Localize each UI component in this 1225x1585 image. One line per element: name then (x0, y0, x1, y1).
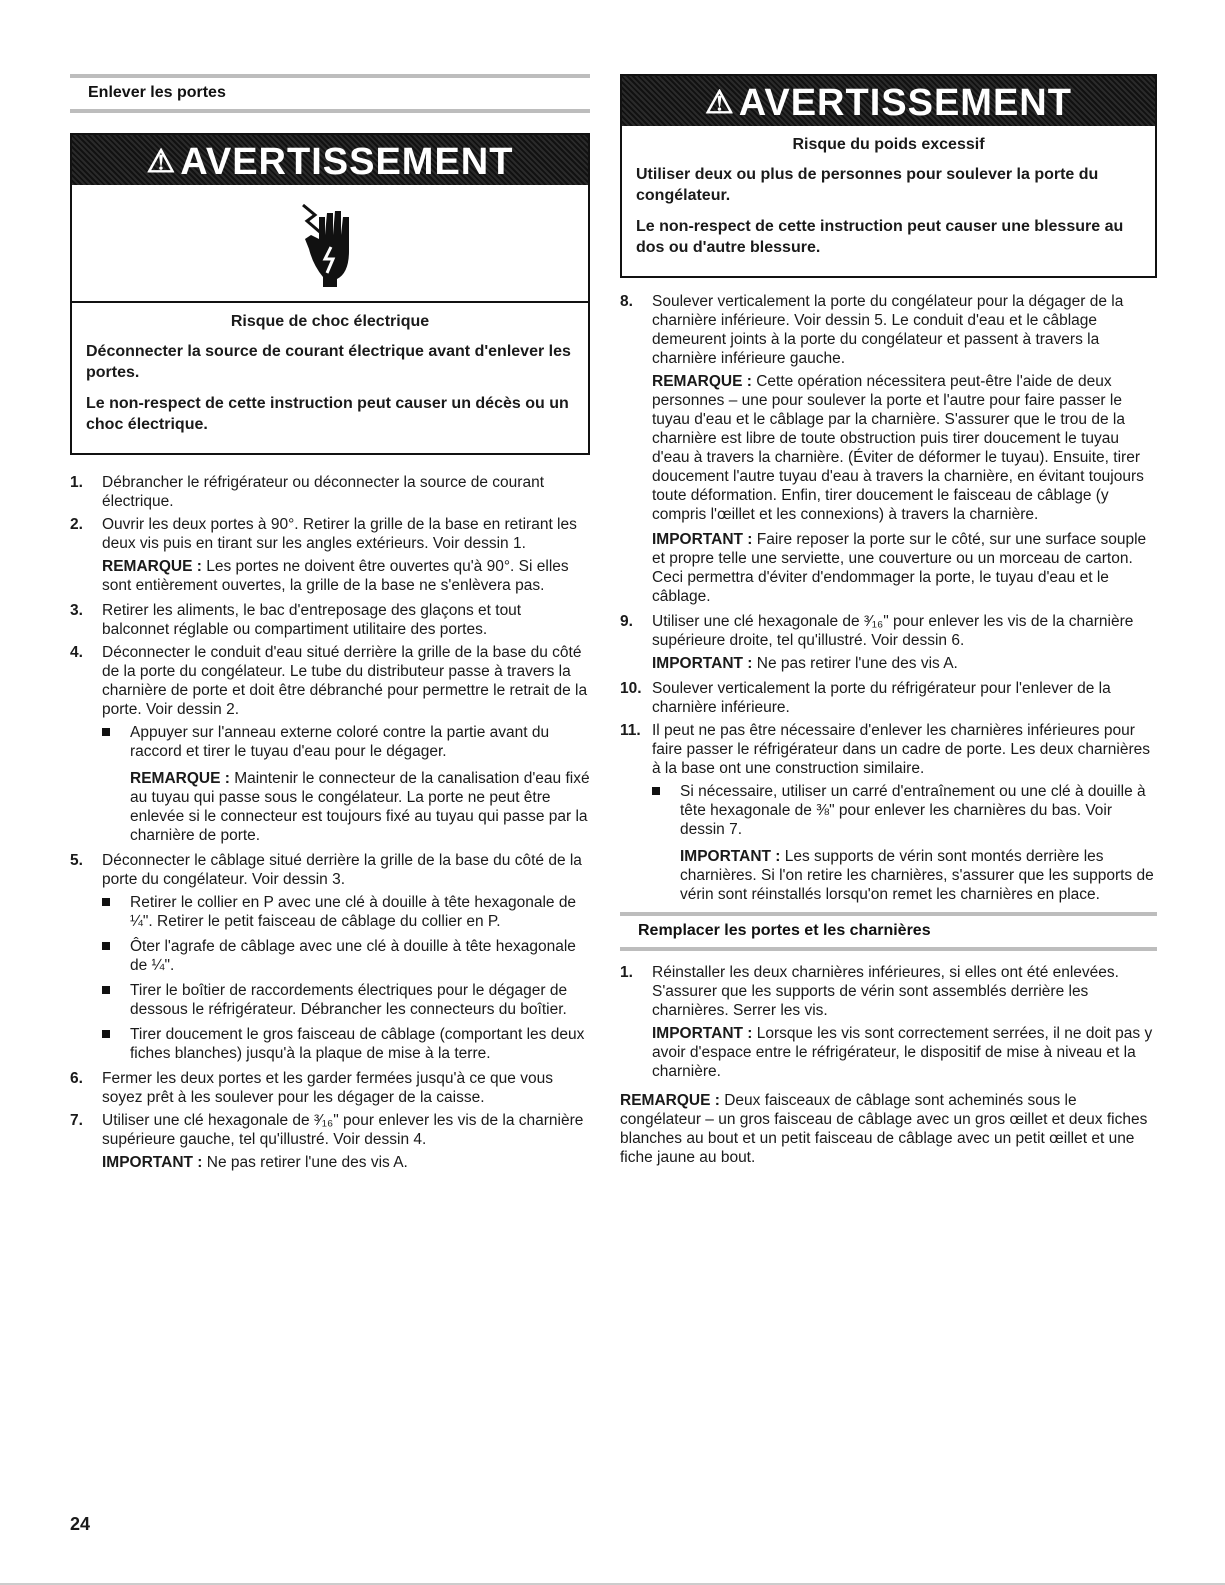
step-9 (620, 612, 1157, 673)
left-column (70, 74, 590, 1178)
step-text: Ouvrir les deux portes à 90°. Retirer la grille de la base en retirant les deux vis puis en tirant sur les angles extérieurs. Voir dessin 1. (102, 516, 577, 552)
warning-heading: AVERTISSEMENT (738, 82, 1072, 124)
warning-banner (622, 76, 1155, 126)
bullet-item: Tirer le boîtier de raccordements électriques pour le dégager de dessous le réfrigérateur. Débrancher les connecteurs du boîtier. (102, 981, 590, 1019)
step-text: Fermer les deux portes et les garder fermées jusqu'à ce que vous soyez prêt à les soulever pour les dégager de la caisse. (102, 1070, 553, 1106)
note-text: Lorsque les vis sont correctement serrées, il ne doit pas y avoir d'espace entre le réfrigérateur, le dispositif de mise à niveau et la charnière. (652, 1025, 1153, 1080)
right-column (620, 74, 1157, 1171)
step-note (652, 530, 1157, 606)
note-label: IMPORTANT : (102, 1154, 203, 1171)
bullet-item: Retirer le collier en P avec une clé à douille à tête hexagonale de ¼". Retirer le petit faisceau de câblage du collier en P. (102, 893, 590, 931)
section-title-remove-doors: Enlever les portes (70, 74, 590, 113)
note-text: Cette opération nécessitera peut-être l'aide de deux personnes – une pour soulever la porte et l'autre pour faire passer le tuyau d'eau et le câblage par la charnière. S'assurer que le trou de la charnière est libre de toute obstruction puis tirer doucement le tuyau d'eau à travers la charnière. (Éviter de déformer le tuyau). Ensuite, tirer doucement l'autre tuyau d'eau à travers la charnière, en évitant toujours toute déformation. Enfin, tirer doucement le faisceau de câblage (y compris l'œillet et les connexions) à travers la charnière. (652, 373, 1144, 523)
step-number: 6. (70, 1070, 83, 1087)
bullet-item: Ôter l'agrafe de câblage avec une clé à douille à tête hexagonale de ¼". (102, 937, 590, 975)
step-note (102, 1153, 590, 1172)
note-label: IMPORTANT : (652, 655, 753, 672)
step-number: 10. (620, 680, 642, 697)
note-label: IMPORTANT : (680, 848, 781, 865)
excess-weight-warning (620, 74, 1157, 278)
step-text: Soulever verticalement la porte du réfrigérateur pour l'enlever de la charnière inférieure. (652, 680, 1111, 716)
warning-consequence: Le non-respect de cette instruction peut causer une blessure au dos ou d'autre blessure. (636, 218, 1124, 256)
step-text: Déconnecter le câblage situé derrière la grille de la base du côté de la porte du congélateur. Voir dessin 3. (102, 852, 582, 888)
step-8 (620, 292, 1157, 606)
step-1 (70, 473, 590, 511)
bullet-item (652, 782, 1157, 904)
bullet-text: Appuyer sur l'anneau externe coloré contre la partie avant du raccord et tirer le tuyau d'eau pour le dégager. (130, 724, 550, 760)
note-text: Les portes ne doivent être ouvertes qu'à 90°. Si elles sont entièrement ouvertes, la grille de la base ne s'enlèvera pas. (102, 558, 569, 594)
step-3 (70, 601, 590, 639)
step-text: Utiliser une clé hexagonale de ³⁄₁₆" pour enlever les vis de la charnière supérieure gauche, tel qu'illustré. Voir dessin 4. (102, 1112, 584, 1148)
note-label: REMARQUE : (652, 373, 752, 390)
bullet-note (680, 847, 1157, 904)
section-title-replace-doors: Remplacer les portes et les charnières (620, 912, 1157, 951)
step-bullets (102, 893, 590, 1063)
replace-steps-list (620, 963, 1157, 1081)
warning-banner (72, 135, 588, 185)
wiring-remark (620, 1091, 1157, 1167)
note-label: IMPORTANT : (652, 1025, 753, 1042)
electric-shock-warning (70, 133, 590, 455)
step-number: 1. (620, 964, 633, 981)
step-note (652, 654, 1157, 673)
step-text: Retirer les aliments, le bac d'entreposage des glaçons et tout balconnet réglable ou compartiment utilitaire des portes. (102, 602, 522, 638)
bullet-item (102, 723, 590, 845)
remark-text: Deux faisceaux de câblage sont acheminés sous le congélateur – un gros faisceau de câblage avec un gros œillet et deux fiches blanches au bout et un petit faisceau de câblage avec un petit œillet et une fiche jaune au bout. (620, 1092, 1148, 1166)
step-number: 5. (70, 852, 83, 869)
warning-title: Risque du poids excessif (792, 136, 985, 153)
step-note (652, 372, 1157, 524)
step-11 (620, 721, 1157, 904)
page-number: 24 (70, 1514, 91, 1534)
note-text: Ne pas retirer l'une des vis A. (202, 1154, 408, 1171)
step-2 (70, 515, 590, 595)
note-text: Ne pas retirer l'une des vis A. (752, 655, 958, 672)
bullet-item: Tirer doucement le gros faisceau de câblage (comportant les deux fiches blanches) jusqu'à la plaque de mise à la terre. (102, 1025, 590, 1063)
warning-heading: AVERTISSEMENT (180, 141, 514, 183)
step-number: 3. (70, 602, 83, 619)
step-text: Soulever verticalement la porte du congélateur pour la dégager de la charnière inférieure. Voir dessin 5. Le conduit d'eau et le câblage demeurent joints à la porte du congélateur et passent à travers la charnière inférieure gauche. (652, 293, 1124, 367)
step-text: Déconnecter le conduit d'eau situé derrière la grille de la base du côté de la porte du congélateur. Le tube du distributeur passe à travers la charnière de porte et doit être débranché pour permettre le retrait de la porte. Voir dessin 2. (102, 644, 588, 718)
note-label: IMPORTANT : (652, 531, 753, 548)
step-5 (70, 851, 590, 1063)
step-number: 11. (620, 722, 641, 739)
step-text: Il peut ne pas être nécessaire d'enlever les charnières inférieures pour faire passer le réfrigérateur dans un cadre de porte. Les deux charnières à la base ont une construction similaire. (652, 722, 1151, 777)
note-text: Maintenir le connecteur de la canalisation d'eau fixé au tuyau qui passe sous le congélateur. La porte ne peut être enlevée si le connecteur est toujours fixé au tuyau qui passe par la charnière de porte. (130, 770, 590, 844)
note-text: Faire reposer la porte sur le côté, sur une surface souple et propre telle une serviette, une couverture ou un morceau de carton. Ceci permettra d'éviter d'endommager la porte, le tuyau d'eau et le câblage. (652, 531, 1147, 605)
hazard-pictogram-area (72, 185, 588, 303)
warning-instruction: Déconnecter la source de courant électrique avant d'enlever les portes. (86, 343, 571, 381)
remove-steps-list-continued (620, 292, 1157, 904)
step-number: 8. (620, 293, 633, 310)
step-bullets (652, 782, 1157, 904)
electric-shock-icon (297, 199, 367, 289)
step-10 (620, 679, 1157, 717)
step-number: 4. (70, 644, 83, 661)
step-7 (70, 1111, 590, 1172)
step-text: Utiliser une clé hexagonale de ³⁄₁₆" pour enlever les vis de la charnière supérieure droite, tel qu'illustré. Voir dessin 6. (652, 613, 1134, 649)
note-label: REMARQUE : (102, 558, 202, 575)
note-text: Les supports de vérin sont montés derrière les charnières. Si l'on retire les charnières, s'assurer que les supports de vérin sont réinstallés lorsqu'on remet les charnières en place. (680, 848, 1154, 903)
step-6 (70, 1069, 590, 1107)
warning-title: Risque de choc électrique (230, 313, 430, 330)
step-4 (70, 643, 590, 845)
bullet-note (130, 769, 590, 845)
warning-triangle-icon: ⚠ (705, 84, 735, 120)
replace-step-1 (620, 963, 1157, 1081)
step-text: Débrancher le réfrigérateur ou déconnecter la source de courant électrique. (102, 474, 545, 510)
step-number: 1. (70, 474, 83, 491)
note-label: REMARQUE : (130, 770, 230, 787)
remove-steps-list (70, 473, 590, 1172)
bullet-text: Si nécessaire, utiliser un carré d'entraînement ou une clé à douille à tête hexagonale de ⅜" pour enlever les charnières du bas. Voir dessin 7. (680, 783, 1146, 838)
warning-triangle-icon: ⚠ (146, 143, 177, 179)
step-number: 2. (70, 516, 83, 533)
step-text: Réinstaller les deux charnières inférieures, si elles ont été enlevées. S'assurer que les supports de vérin sont assemblés derrière les charnières. Serrer les vis. (652, 964, 1119, 1019)
warning-consequence: Le non-respect de cette instruction peut causer un décès ou un choc électrique. (86, 395, 569, 433)
step-bullets (102, 723, 590, 845)
warning-instruction: Utiliser deux ou plus de personnes pour soulever la porte du congélateur. (636, 166, 1099, 204)
step-number: 9. (620, 613, 633, 630)
step-number: 7. (70, 1112, 83, 1129)
step-note (102, 557, 590, 595)
step-note (652, 1024, 1157, 1081)
remark-label: REMARQUE : (620, 1092, 720, 1109)
